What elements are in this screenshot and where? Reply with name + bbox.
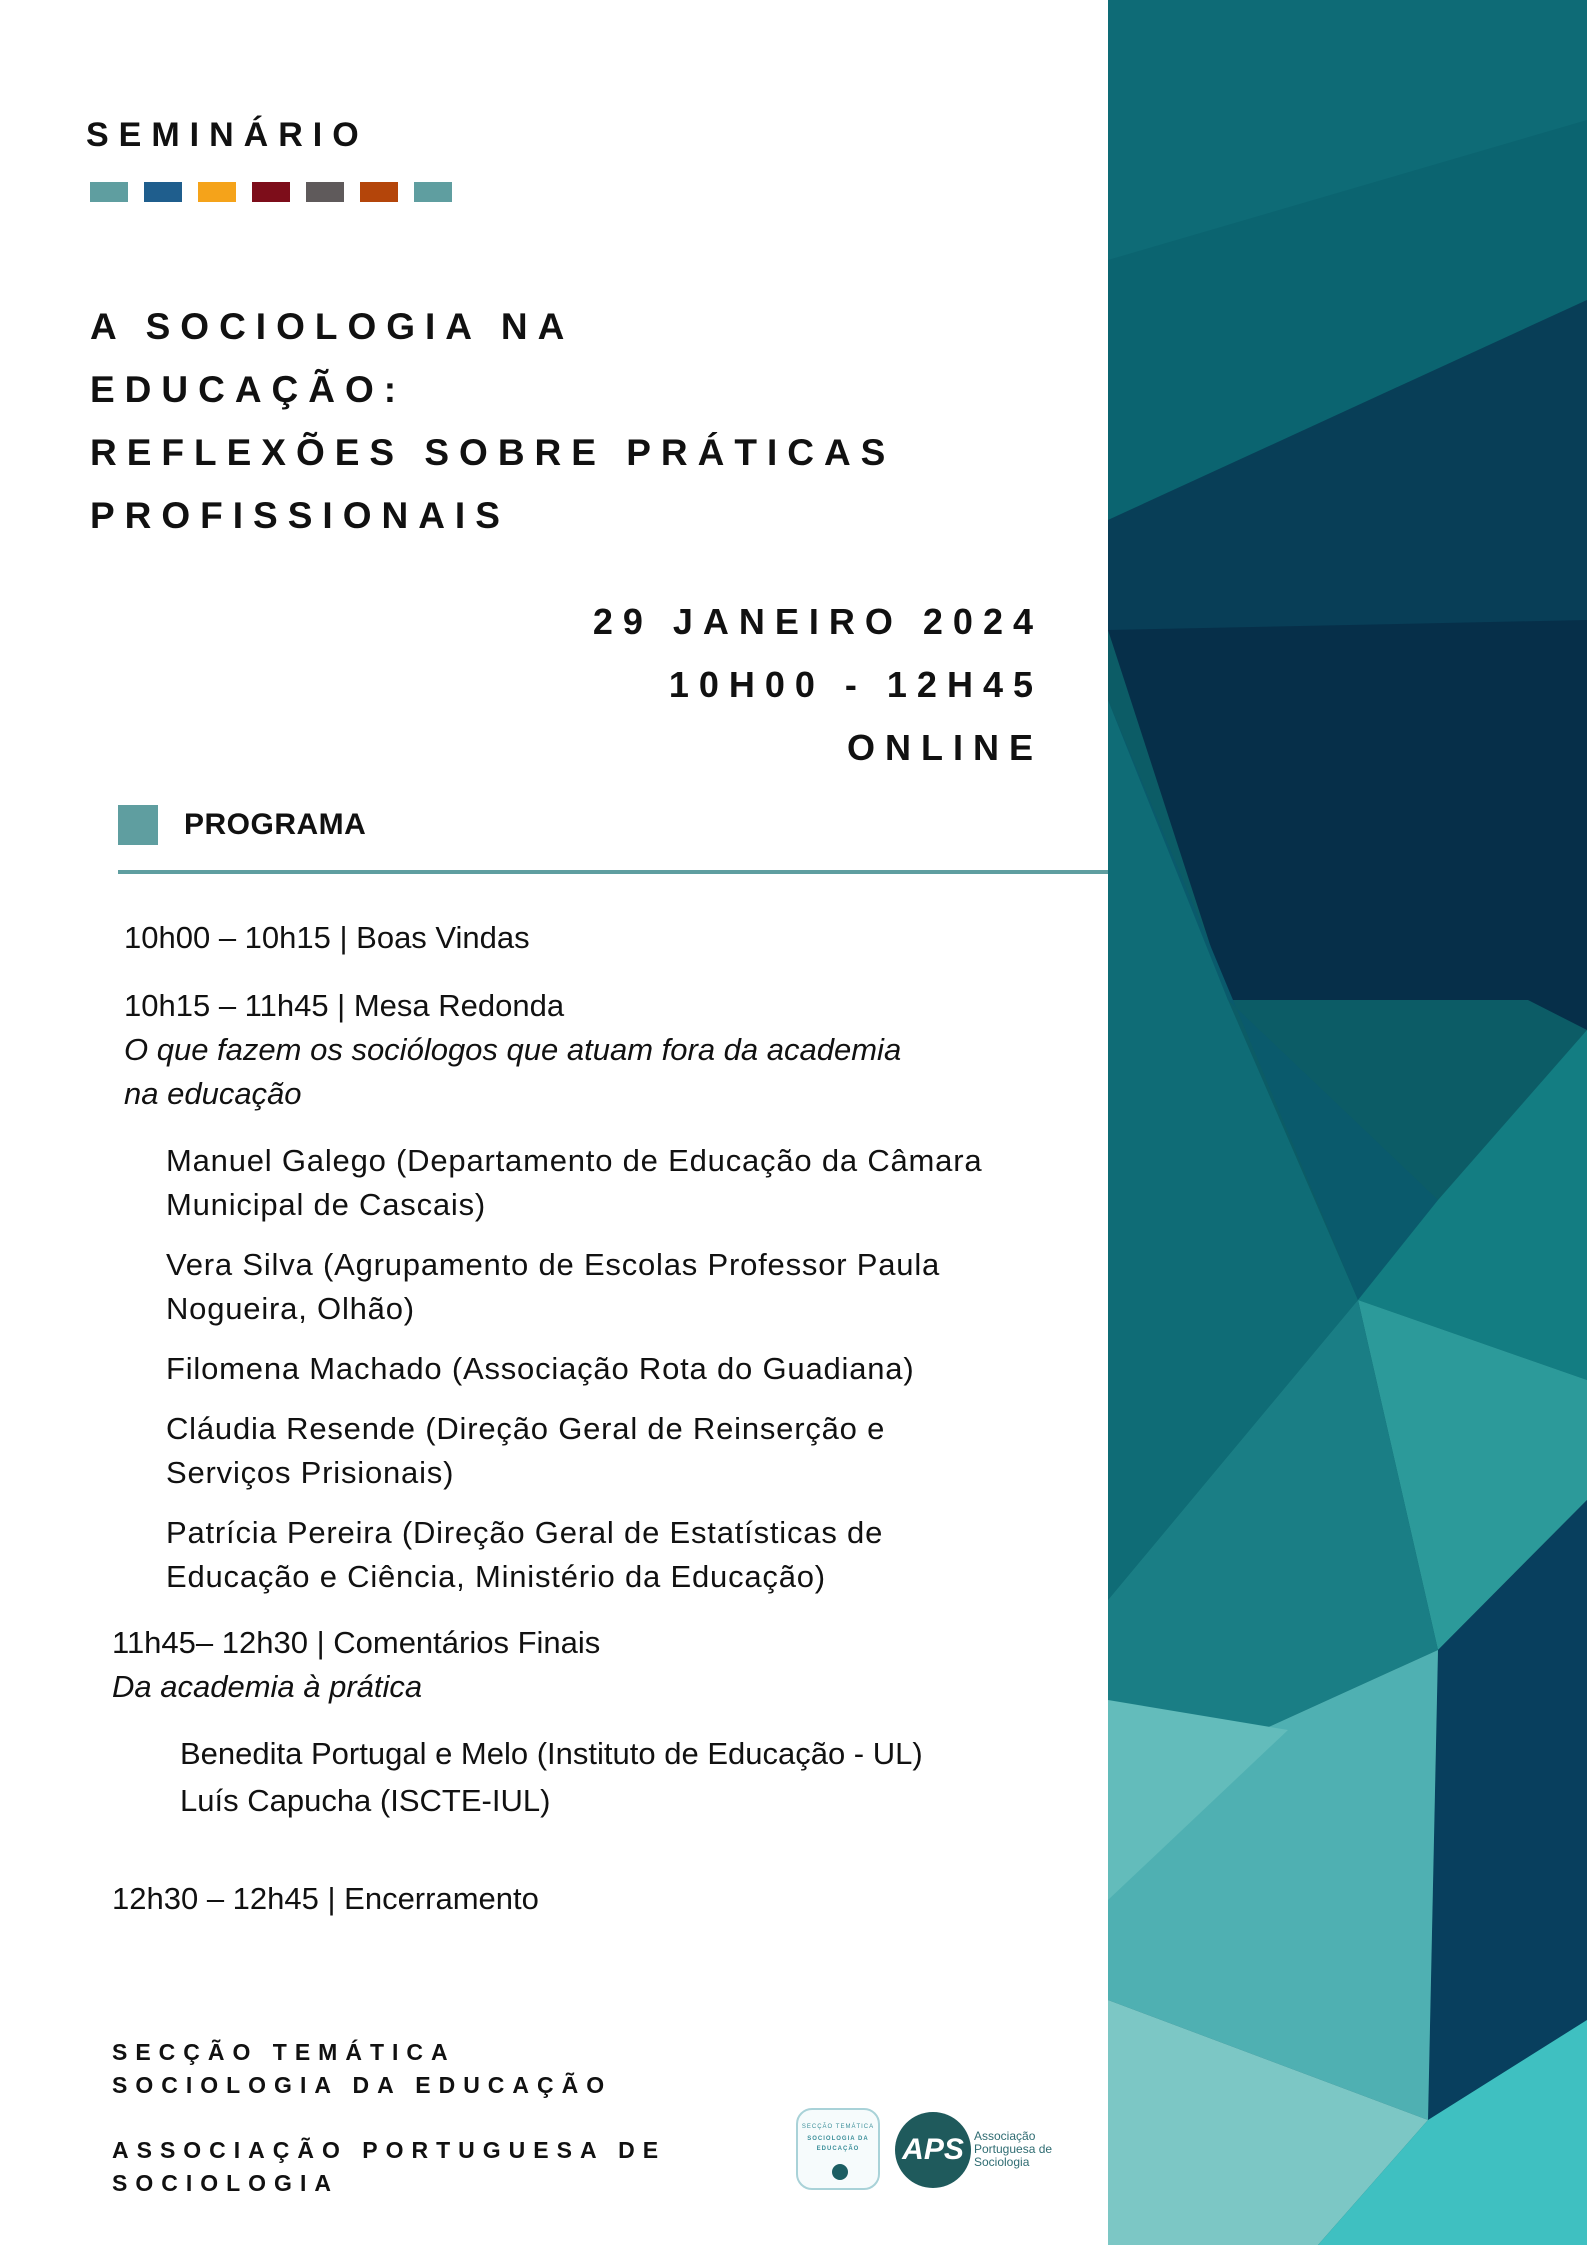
aps-logo-text <box>974 2130 1052 2169</box>
footer-section-line: SOCIOLOGIA DA EDUCAÇÃO <box>112 2072 613 2098</box>
seminar-title <box>90 295 895 547</box>
footer-association-line: SOCIOLOGIA <box>112 2170 339 2196</box>
title-line: PROFISSIONAIS <box>90 495 510 536</box>
welcome-item: 10h00 – 10h15 | Boas Vindas <box>124 920 530 955</box>
speaker-line: Nogueira, Olhão) <box>166 1291 415 1326</box>
roundtable-subtitle: na educação <box>124 1076 302 1111</box>
roundtable-subtitle: O que fazem os sociólogos que atuam fora da academia <box>124 1032 902 1067</box>
seminar-eyebrow: SEMINÁRIO <box>86 116 369 154</box>
event-date: 29 JANEIRO 2024 <box>592 601 1043 642</box>
speaker-line: Municipal de Cascais) <box>166 1187 487 1222</box>
aps-logo: APS <box>895 2112 971 2188</box>
section-logo-text: SOCIOLOGIA DA <box>807 2136 869 2142</box>
footer-section <box>112 2036 612 2102</box>
event-time: 10H00 - 12H45 <box>668 664 1043 705</box>
section-logo-text: EDUCAÇÃO <box>816 2146 860 2152</box>
comments-time: 11h45– 12h30 | Comentários Finais <box>112 1625 601 1660</box>
speaker-line: Manuel Galego (Departamento de Educação da Câmara <box>166 1143 983 1178</box>
programa-heading: PROGRAMA <box>184 808 367 841</box>
color-swatch <box>360 182 398 202</box>
event-mode: ONLINE <box>846 727 1043 768</box>
color-swatch <box>144 182 182 202</box>
comments-speaker: Luís Capucha (ISCTE-IUL) <box>180 1783 551 1818</box>
section-logo-text: SECÇÃO TEMÁTICA <box>801 2124 875 2130</box>
programa-divider <box>118 870 1108 874</box>
speaker-line: Cláudia Resende (Direção Geral de Reinserção e <box>166 1411 886 1446</box>
title-line: EDUCAÇÃO: <box>90 369 407 410</box>
color-swatch <box>198 182 236 202</box>
roundtable-time: 10h15 – 11h45 | Mesa Redonda <box>124 988 565 1023</box>
footer-section-line: SECÇÃO TEMÁTICA <box>112 2039 456 2065</box>
event-details <box>593 590 1043 779</box>
section-logo-mark <box>832 2164 848 2180</box>
color-swatch <box>90 182 128 202</box>
speaker-line: Filomena Machado (Associação Rota do Guadiana) <box>166 1351 915 1386</box>
footer-association <box>112 2134 666 2200</box>
speaker-line: Educação e Ciência, Ministério da Educação) <box>166 1559 826 1594</box>
color-swatch <box>252 182 290 202</box>
title-line: A SOCIOLOGIA NA <box>90 306 575 347</box>
aps-logo-text-line: Associação <box>974 2129 1036 2143</box>
closing-item: 12h30 – 12h45 | Encerramento <box>112 1881 539 1916</box>
programa-marker-square <box>118 805 158 845</box>
speaker-line: Vera Silva (Agrupamento de Escolas Professor Paula <box>166 1247 941 1282</box>
aps-logo-text-line: Sociologia <box>974 2155 1030 2169</box>
color-swatch-row <box>90 182 452 202</box>
speaker-line: Serviços Prisionais) <box>166 1455 455 1490</box>
aps-logo-text-line: Portuguesa de <box>974 2142 1053 2156</box>
footer-association-line: ASSOCIAÇÃO PORTUGUESA DE <box>112 2137 667 2163</box>
color-swatch <box>414 182 452 202</box>
decorative-geometric-panel <box>1108 0 1587 2245</box>
color-swatch <box>306 182 344 202</box>
title-line: REFLEXÕES SOBRE PRÁTICAS <box>90 432 896 473</box>
section-logo <box>796 2108 880 2190</box>
speaker-line: Patrícia Pereira (Direção Geral de Estatísticas de <box>166 1515 884 1550</box>
comments-speaker: Benedita Portugal e Melo (Instituto de Educação - UL) <box>180 1736 923 1771</box>
comments-subtitle: Da academia à prática <box>112 1669 423 1704</box>
